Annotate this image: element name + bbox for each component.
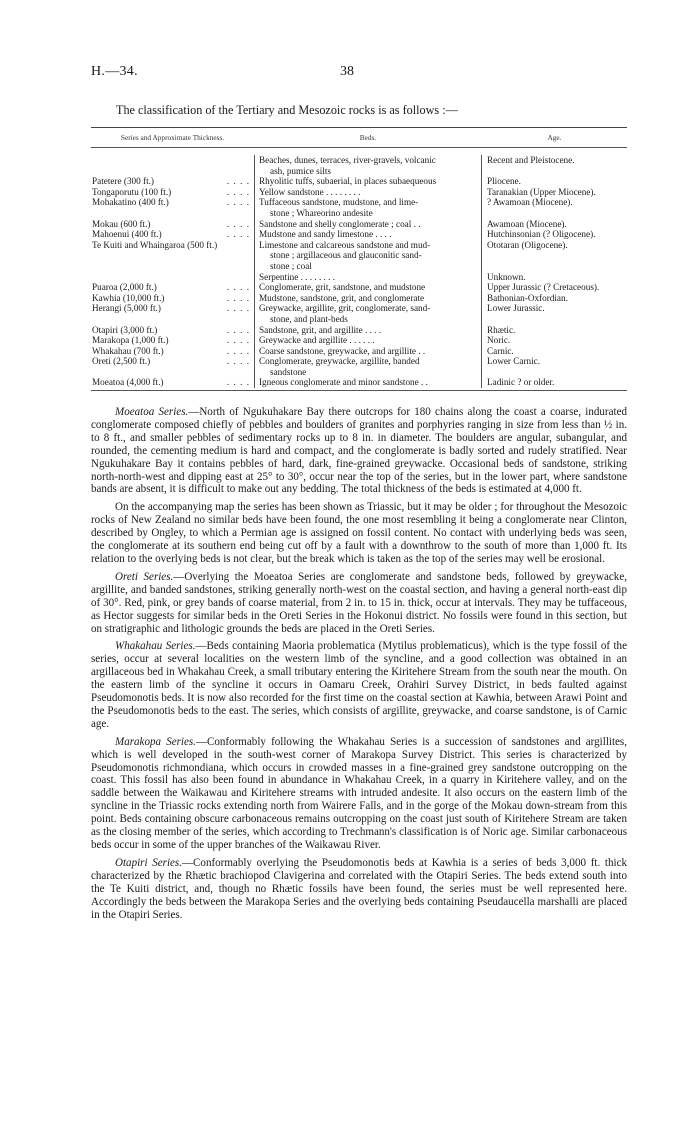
age-cell-text: Ototaran (Oligocene). — [487, 239, 568, 250]
beds-cell-text: stone ; argillaceous and glauconitic sand- — [270, 250, 422, 261]
series-cell — [92, 377, 254, 388]
age-cell — [487, 197, 627, 208]
paragraph-text: —Overlying the Moeatoa Series are conglomerate and sandstone beds, followed by greywacke, argillite, and banded sandstones, striking generally north-west on the coastal section, and having a general north-east dip of 30°. Red, pink, or grey bands of coarse material, from 2 in. to 15 in. thick, occur at intervals. They may be tuffaceous, as Hector suggests for similar beds in the Oreti Series in the Hokonui district. No fossils were found in this section, but on stratigraphic and lithologic grounds the beds are placed in the Oreti Series. — [91, 570, 627, 635]
series-cell-text: Whakahau (700 ft.) — [92, 345, 164, 356]
paragraph — [91, 571, 627, 636]
age-cell — [487, 166, 627, 177]
paragraph — [91, 501, 627, 566]
age-cell-text: Lower Carnic. — [487, 356, 541, 367]
table-bottom-rule — [91, 390, 627, 391]
paragraph — [91, 640, 627, 730]
beds-cell — [259, 303, 477, 314]
paragraph-text: —Beds containing Maoria problematica (Mytilus problematicus), which is the type fossil of the series, occur at several localities on the western limb of the syncline, and a good collection was obtained in an argillaceous bed in Whakahau Creek, a small tributary entering the Kiritehere Stream from the south near the mouth. On the eastern limb of the syncline it occurs in Oamaru Creek, Orahiri Survey District, in beds faulted against Pseudomonotis beds. It is now also recorded for the first time on the coastal section at Kawhia, between Arawi Point and the Pseudomonotis beds to the east. The series, which consists of argillite, greywacke, and coarse sandstone, is of Carnic age. — [91, 640, 627, 730]
paragraph — [91, 406, 627, 496]
age-cell-text: Hutchinsonian (? Oligocene). — [487, 229, 596, 240]
intro-sentence: The classification of the Tertiary and Mesozoic rocks is as follows :— — [116, 103, 458, 117]
series-cell — [92, 367, 254, 378]
series-cell — [92, 219, 254, 230]
age-cell — [487, 272, 627, 283]
beds-cell — [259, 197, 477, 208]
series-cell-text: Tongaporutu (100 ft.) — [92, 186, 172, 197]
leader-dots: . . . . — [226, 186, 250, 197]
series-cell — [92, 314, 254, 325]
beds-cell-text: Conglomerate, grit, sandstone, and mudstone — [259, 282, 426, 293]
series-cell-text: Moeatoa (4,000 ft.) — [92, 377, 164, 388]
series-cell-text: Kawhia (10,000 ft.) — [92, 292, 165, 303]
age-cell — [487, 282, 627, 293]
column-header-series: Series and Approximate Thickness. — [120, 133, 225, 142]
series-cell-text: Mohakatino (400 ft.) — [92, 197, 169, 208]
body-text — [91, 406, 627, 926]
age-cell-text: Carnic. — [487, 345, 514, 356]
age-cell-text: Pliocene. — [487, 176, 521, 187]
classification-table — [91, 127, 627, 391]
table-header-row — [91, 128, 627, 147]
beds-cell-text: Yellow sandstone . . . . . . . . — [259, 186, 361, 197]
age-cell — [487, 229, 627, 240]
leader-dots: . . . . — [226, 303, 250, 314]
beds-cell-text: Conglomerate, greywacke, argillite, banded — [259, 356, 420, 367]
beds-cell — [259, 356, 477, 367]
age-cell-text: Taranakian (Upper Miocene). — [487, 186, 596, 197]
series-cell — [92, 155, 254, 166]
series-cell-text: Oreti (2,500 ft.) — [92, 356, 151, 367]
age-cell-text: Rhætic. — [487, 324, 516, 335]
beds-cell-text: Beaches, dunes, terraces, river-gravels, volcanic — [259, 155, 436, 165]
age-cell — [487, 219, 627, 230]
leader-dots: . . . . — [226, 282, 250, 293]
beds-cell-text: Mudstone and sandy limestone . . . . — [259, 229, 392, 240]
beds-cell-text: Serpentine . . . . . . . . — [259, 271, 336, 282]
series-cell — [92, 356, 254, 367]
beds-cell-text: stone ; coal — [270, 260, 312, 271]
beds-cell-text: Coarse sandstone, greywacke, and argillite . . — [259, 345, 426, 356]
beds-cell — [259, 208, 477, 219]
beds-cell-text: Mudstone, sandstone, grit, and conglomerate — [259, 292, 425, 303]
beds-cell — [259, 325, 477, 336]
series-heading: Oreti Series. — [115, 570, 174, 583]
series-cell — [92, 250, 254, 261]
beds-cell-text: Tuffaceous sandstone, mudstone, and lime- — [259, 197, 419, 208]
paragraph-text: On the accompanying map the series has been shown as Triassic, but it may be older ; for throughout the Mesozoic rocks of New Zealand no similar beds have been found, the one most resembling it being a conglomerate near Clinton, described by Ongley, to which a Permian age is assigned on fossil content. No contact with underlying beds was seen, the conglomerate at its southern end being cut off by a fault with a downthrow to the south of more than 1,000 ft. Its relation to the overlying beds is not clear, but the break which is taken as the top of the series may well be erosional. — [91, 501, 627, 565]
series-cell — [92, 166, 254, 177]
leader-dots: . . . . — [226, 356, 250, 367]
document-code: H.—34. — [91, 64, 138, 79]
column-header-beds: Beds. — [359, 133, 377, 142]
leader-dots: . . . . — [226, 176, 250, 187]
series-cell-text: Herangi (5,000 ft.) — [92, 303, 161, 314]
age-cell-text: Upper Jurassic (? Cretaceous). — [487, 282, 600, 293]
series-heading: Otapiri Series. — [115, 856, 182, 869]
age-cell — [487, 335, 627, 346]
series-cell-text: Marakopa (1,000 ft.) — [92, 335, 169, 346]
series-cell — [92, 176, 254, 187]
leader-dots: . . . . — [226, 324, 250, 335]
series-cell — [92, 261, 254, 272]
series-cell-text: Mokau (600 ft.) — [92, 218, 151, 229]
beds-cell — [259, 219, 477, 230]
age-cell — [487, 314, 627, 325]
series-cell — [92, 335, 254, 346]
series-cell — [92, 282, 254, 293]
age-cell-text: Bathonian-Oxfordian. — [487, 292, 568, 303]
beds-cell — [259, 155, 477, 166]
age-column — [482, 155, 627, 388]
series-column — [91, 155, 254, 388]
age-cell — [487, 377, 627, 388]
series-cell — [92, 240, 254, 251]
series-heading: Whakahau Series. — [115, 640, 196, 653]
beds-column — [254, 155, 482, 388]
beds-cell — [259, 282, 477, 293]
beds-cell-text: sandstone — [270, 366, 307, 377]
age-cell — [487, 208, 627, 219]
beds-cell — [259, 261, 477, 272]
series-cell — [92, 208, 254, 219]
beds-cell — [259, 377, 477, 388]
series-cell-text: Mahoenui (400 ft.) — [92, 229, 162, 240]
beds-cell — [259, 187, 477, 198]
beds-cell-text: stone ; Whareorino andesite — [270, 207, 373, 218]
leader-dots: . . . . — [226, 292, 250, 303]
beds-cell — [259, 166, 477, 177]
series-heading: Marakopa Series. — [115, 735, 196, 748]
beds-cell-text: stone, and plant-beds — [270, 313, 348, 324]
age-cell — [487, 250, 627, 261]
paragraph — [91, 857, 627, 922]
leader-dots: . . . . — [226, 218, 250, 229]
leader-dots: . . . . — [226, 377, 250, 388]
beds-cell — [259, 314, 477, 325]
age-cell — [487, 325, 627, 336]
beds-cell — [259, 176, 477, 187]
beds-cell-text: Greywacke, argillite, grit, conglomerate, sand- — [259, 303, 431, 314]
beds-cell-text: Rhyolitic tuffs, subaerial, in places subaequeous — [259, 176, 437, 187]
leader-dots: . . . . — [226, 229, 250, 240]
table-body — [91, 148, 627, 388]
series-cell-text: Puaroa (2,000 ft.) — [92, 282, 157, 293]
age-cell-text: Ladinic ? or older. — [487, 377, 555, 388]
age-cell-text: ? Awamoan (Miocene). — [487, 197, 573, 208]
series-cell — [92, 325, 254, 336]
beds-cell — [259, 229, 477, 240]
series-cell-text: Te Kuiti and Whaingaroa (500 ft.) — [92, 239, 218, 250]
beds-cell — [259, 293, 477, 304]
series-cell — [92, 229, 254, 240]
beds-cell — [259, 240, 477, 251]
paragraph-text: —Conformably overlying the Pseudomonotis beds at Kawhia is a series of beds 3,000 ft. thick characterized by the Rhætic brachiopod Clavigerina and correlated with the Otapiri Series. The beds extend south into the Te Kuiti district, and, though no Rhætic fossils have been found, the series must be well represented here. Accordingly the beds between the Marakopa Series and the overlying beds containing Pseudaucella marshalli are placed in the Otapiri Series. — [91, 856, 627, 921]
leader-dots: . . . . — [226, 335, 250, 346]
page-number: 38 — [340, 64, 354, 79]
age-cell-text: Awamoan (Miocene). — [487, 218, 567, 229]
beds-cell — [259, 367, 477, 378]
age-cell-text: Noric. — [487, 335, 511, 346]
series-heading: Moeatoa Series. — [115, 406, 189, 418]
age-cell-text: Unknown. — [487, 271, 526, 282]
age-cell — [487, 293, 627, 304]
age-cell — [487, 367, 627, 378]
age-cell-text: Lower Jurassic. — [487, 303, 545, 314]
beds-cell — [259, 335, 477, 346]
beds-cell-text: Sandstone, grit, and argillite . . . . — [259, 324, 382, 335]
age-cell — [487, 303, 627, 314]
column-header-age: Age. — [547, 133, 562, 142]
age-cell — [487, 261, 627, 272]
beds-cell — [259, 250, 477, 261]
age-cell-text: Recent and Pleistocene. — [487, 155, 575, 165]
paragraph-text: —North of Ngukuhakare Bay there outcrops for 180 chains along the coast a coarse, indurated conglomerate composed chiefly of pebbles and boulders of granites and porphyries ranging in size from less than ½ in. to 8 ft., and smaller pebbles of sedimentary rocks up to 8 in. in diameter. The boulders are angular, subangular, and rounded, the cementing medium is hard and compact, and the conglomerate is badly sorted and rudely stratified. Near Ngukuhakare Bay it contains pebbles of hard, dark, fine-grained greywacke. Occasional beds of sandstone, striking north-north-west and dipping east at 25° to 30°, occur near the top of the series, but in the lower part, where sandstone bands are absent, it is difficult to make out any bedding. The total thickness of the beds is estimated at 4,000 ft. — [91, 406, 627, 496]
beds-cell-text: Sandstone and shelly conglomerate ; coal . . — [259, 218, 421, 229]
beds-cell-text: Greywacke and argillite . . . . . . — [259, 335, 375, 346]
age-cell — [487, 155, 627, 166]
age-cell — [487, 356, 627, 367]
series-cell — [92, 272, 254, 283]
age-cell — [487, 240, 627, 251]
age-cell — [487, 187, 627, 198]
age-cell — [487, 346, 627, 357]
series-cell — [92, 293, 254, 304]
leader-dots: . . . . — [226, 345, 250, 356]
series-cell — [92, 346, 254, 357]
beds-cell-text: ash, pumice silts — [270, 165, 331, 176]
series-cell — [92, 303, 254, 314]
paragraph-text: —Conformably following the Whakahau Series is a succession of sandstones and argillites, which is well developed in the south-west corner of Marakopa Survey District. This series is characterized by Pseudomonotis richmondiana, which occurs in crowded masses in a fine-grained grey sandstone outcropping on the coast. This fossil has also been found in abundance in Whakahau Creek, in a quarry in Kiritehere valley, and on the saddle between the Waikawau and Kiritehere streams with intruded andesite. It also occurs on the eastern limb of the syncline in the Triassic rocks extending north from Wairere Falls, and in the gorge of the Mokau down-stream from this point. Beds containing obscure carbonaceous remains outcropping on the coast just south of Kiritehere Stream are taken as the closing member of the series, which according to Trechmann's classification is of Noric age. Similar carbonaceous beds occur in some of the upper branches of the Waikawau River. — [91, 735, 627, 851]
series-cell — [92, 197, 254, 208]
beds-cell-text: Igneous conglomerate and minor sandstone . . — [259, 377, 428, 388]
beds-cell — [259, 272, 477, 283]
age-cell — [487, 176, 627, 187]
paragraph — [91, 736, 627, 852]
series-cell-text: Patetere (300 ft.) — [92, 176, 154, 187]
beds-cell — [259, 346, 477, 357]
series-cell — [92, 187, 254, 198]
leader-dots: . . . . — [226, 197, 250, 208]
beds-cell-text: Limestone and calcareous sandstone and mud- — [259, 239, 431, 250]
series-cell-text: Otapiri (3,000 ft.) — [92, 324, 158, 335]
